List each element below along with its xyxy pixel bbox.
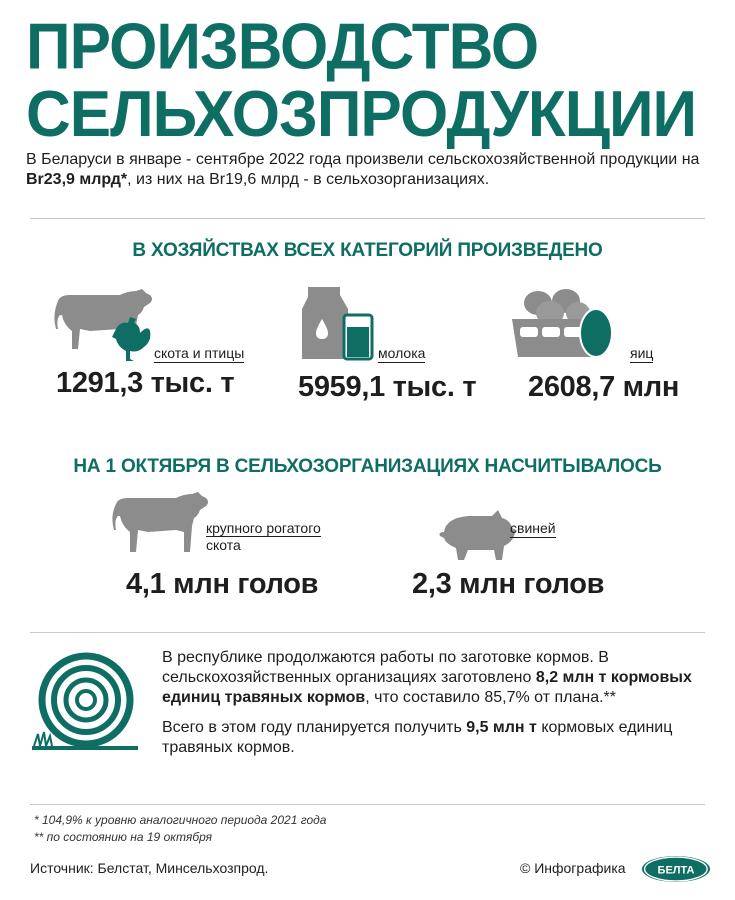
- stat-eggs: [510, 285, 710, 403]
- stat-cattle-label-2: скота: [206, 537, 241, 553]
- section-1-heading: В ХОЗЯЙСТВАХ ВСЕХ КАТЕГОРИЙ ПРОИЗВЕДЕНО: [132, 240, 603, 261]
- stat-pigs-label: свиней: [510, 520, 556, 536]
- stat-eggs-label: яиц: [630, 345, 654, 361]
- feed-paragraph-2: [162, 718, 707, 758]
- belta-logo: [640, 854, 712, 884]
- footnote-1: * 104,9% к уровню аналогичного периода 2021 года: [34, 813, 327, 827]
- stat-livestock: [50, 285, 290, 400]
- feed-p1-bold: 8,2 млн т кормовых единиц травяных кормов: [162, 669, 692, 706]
- feed-paragraph-1: [162, 648, 707, 708]
- divider: [30, 804, 705, 805]
- stat-milk: [298, 285, 500, 403]
- feed-p2-bold: 9,5 млн т: [466, 719, 537, 736]
- feed-text: [162, 648, 707, 768]
- stat-milk-value: 5959,1 тыс. т: [298, 371, 477, 403]
- stat-livestock-label: скота и птицы: [154, 345, 245, 361]
- feed-p1-b: , что составило 85,7% от плана.**: [365, 689, 616, 706]
- stat-livestock-value: 1291,3 тыс. т: [56, 367, 235, 399]
- stat-cattle: [110, 492, 370, 607]
- feed-p2-b: кормовых единиц травяных кормов.: [162, 719, 673, 756]
- stat-milk-label: молока: [378, 345, 426, 361]
- pig-icon: [438, 506, 518, 568]
- footnote-2: ** по состоянию на 19 октября: [34, 830, 213, 844]
- cattle-icon: [110, 492, 210, 556]
- intro-part-2: , из них на Br19,6 млрд - в сельхозорганизациях.: [127, 171, 490, 188]
- stat-eggs-value: 2608,7 млн: [528, 371, 680, 403]
- credit-text: © Инфографика: [520, 860, 626, 876]
- intro-text: [26, 150, 716, 190]
- title-line-2: СЕЛЬХОЗПРОДУКЦИИ: [26, 78, 697, 151]
- divider: [30, 632, 705, 633]
- eggs-icon: [510, 285, 620, 365]
- title-line-1: ПРОИЗВОДСТВО: [26, 10, 539, 84]
- milk-icon: [300, 285, 380, 365]
- feed-p1-a: В республике продолжаются работы по заготовке кормов. В сельскохозяйственных организациях заготовлено: [162, 649, 609, 686]
- logo-text: БЕЛТА: [657, 864, 695, 877]
- footnotes: [34, 812, 326, 846]
- source-text: Источник: Белстат, Минсельхозпрод.: [30, 860, 269, 876]
- hay-bale-icon: [30, 650, 140, 760]
- stat-pigs-value: 2,3 млн голов: [412, 568, 605, 600]
- stat-cattle-label: [206, 520, 321, 554]
- stat-cattle-value: 4,1 млн голов: [126, 568, 319, 600]
- page-title: [26, 10, 726, 151]
- section-2-heading: НА 1 ОКТЯБРЯ В СЕЛЬХОЗОРГАНИЗАЦИЯХ НАСЧИТЫВАЛОСЬ: [73, 456, 662, 477]
- intro-bold: Br23,9 млрд*: [26, 171, 128, 188]
- stat-cattle-label-1: крупного рогатого: [206, 520, 321, 536]
- stat-pigs: [410, 492, 650, 607]
- divider: [30, 218, 705, 219]
- cow-chicken-icon: [50, 285, 160, 365]
- feed-p2-a: Всего в этом году планируется получить: [162, 719, 467, 736]
- intro-part-1: В Беларуси в январе - сентябре 2022 года произвели сельскохозяйственной продукции на: [26, 151, 700, 168]
